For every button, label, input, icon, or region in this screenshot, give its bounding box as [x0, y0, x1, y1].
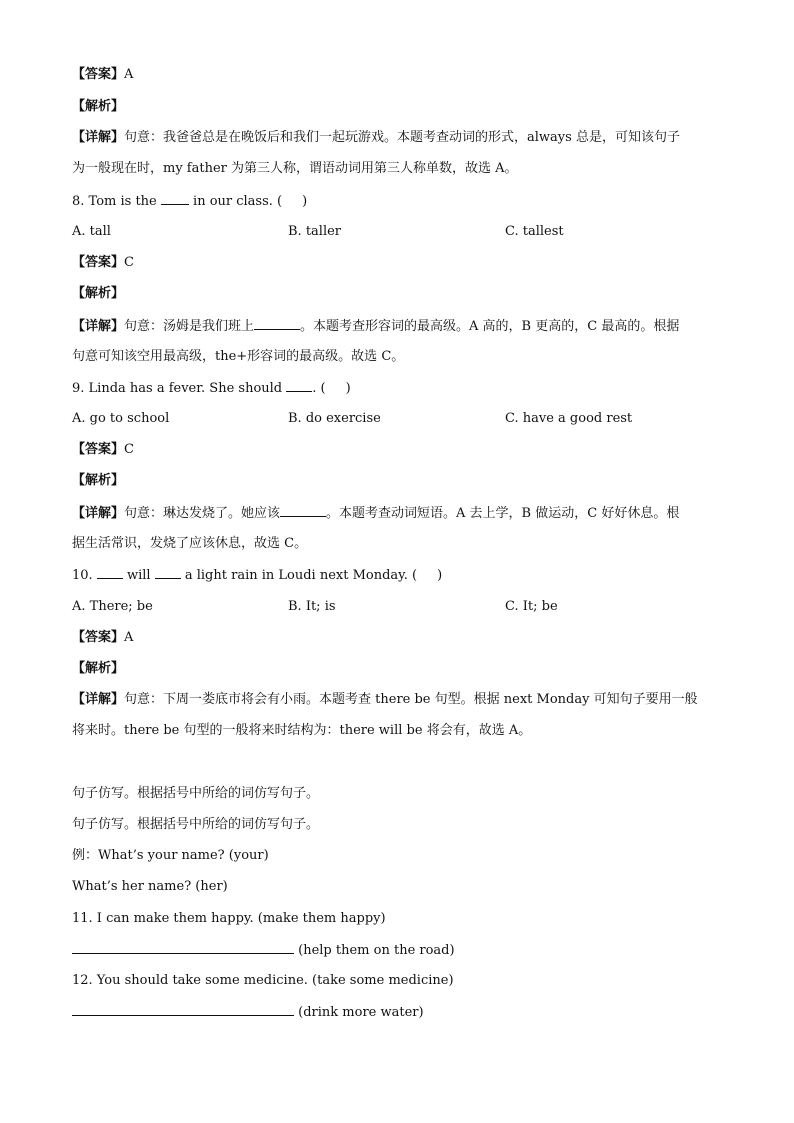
- answer-value: A: [124, 67, 134, 82]
- option-a: A. go to school: [72, 411, 170, 426]
- answer-line-q7: [72, 66, 133, 84]
- detail-line-q10-2: 将来时。there be 句型的一般将来时结构为：there will be 将会有，故选 A。: [72, 723, 532, 738]
- answer-blank: [97, 566, 123, 579]
- question-11: 11. I can make them happy. (make them happy): [72, 911, 386, 926]
- answer-label: 【答案】: [72, 67, 125, 82]
- option-b: B. It; is: [288, 599, 336, 614]
- example-question: 例：What’s your name? (your): [72, 848, 269, 863]
- writing-blank[interactable]: [72, 941, 294, 954]
- answer-line-12: (drink more water): [72, 1003, 424, 1022]
- option-b: B. do exercise: [288, 411, 381, 426]
- answer-blank: [161, 192, 189, 205]
- question-10: 10. will a light rain in Loudi next Monday. ( ): [72, 568, 443, 583]
- writing-blank[interactable]: [72, 1003, 294, 1016]
- analysis-label-q7: 【解析】: [72, 99, 125, 114]
- answer-line-q8: 【答案】C: [72, 255, 134, 270]
- answer-line-11: (help them on the road): [72, 941, 455, 960]
- option-b: B. taller: [288, 224, 342, 239]
- answer-line-q9: 【答案】C: [72, 442, 134, 457]
- example-answer: What’s her name? (her): [72, 879, 228, 894]
- option-a: A. tall: [72, 224, 111, 239]
- section-heading: 句子仿写。根据括号中所给的词仿写句子。: [72, 786, 320, 801]
- analysis-label-q10: 【解析】: [72, 661, 125, 676]
- question-12: 12. You should take some medicine. (take some medicine): [72, 973, 454, 988]
- answer-blank: [286, 379, 312, 392]
- option-c: C. tallest: [505, 224, 564, 239]
- analysis-label-q8: 【解析】: [72, 286, 125, 301]
- answer-blank: [155, 566, 181, 579]
- detail-line-q9-1: 【详解】句意：琳达发烧了。她应该 。本题考查动词短语。A 去上学，B 做运动，C 好好休息。根: [72, 506, 680, 521]
- detail-line-q10-1: 【详解】句意：下周一娄底市将会有小雨。本题考查 there be 句型。根据 next Monday 可知句子要用一般: [72, 692, 698, 707]
- detail-line-q8-1: 【详解】句意：汤姆是我们班上 。本题考查形容词的最高级。A 高的，B 更高的，C 最高的。根据: [72, 319, 680, 334]
- detail-line-q7-2: 为一般现在时，my father 为第三人称，谓语动词用第三人称单数，故选 A。: [72, 161, 518, 176]
- section-heading: 句子仿写。根据括号中所给的词仿写句子。: [72, 817, 320, 832]
- question-9: 9. Linda has a fever. She should . ( ): [72, 381, 351, 396]
- detail-line-q9-2: 据生活常识，发烧了应该休息，故选 C。: [72, 536, 308, 551]
- option-c: C. have a good rest: [505, 411, 633, 426]
- detail-line-q7-1: 【详解】句意：我爸爸总是在晚饭后和我们一起玩游戏。本题考查动词的形式，always 总是，可知该句子: [72, 130, 680, 145]
- analysis-label-q9: 【解析】: [72, 473, 125, 488]
- answer-line-q10: 【答案】A: [72, 630, 134, 645]
- option-c: C. It; be: [505, 599, 558, 614]
- option-a: A. There; be: [72, 599, 153, 614]
- question-8: 8. Tom is the in our class. ( ): [72, 194, 308, 209]
- detail-line-q8-2: 句意可知该空用最高级，the+形容词的最高级。故选 C。: [72, 349, 405, 364]
